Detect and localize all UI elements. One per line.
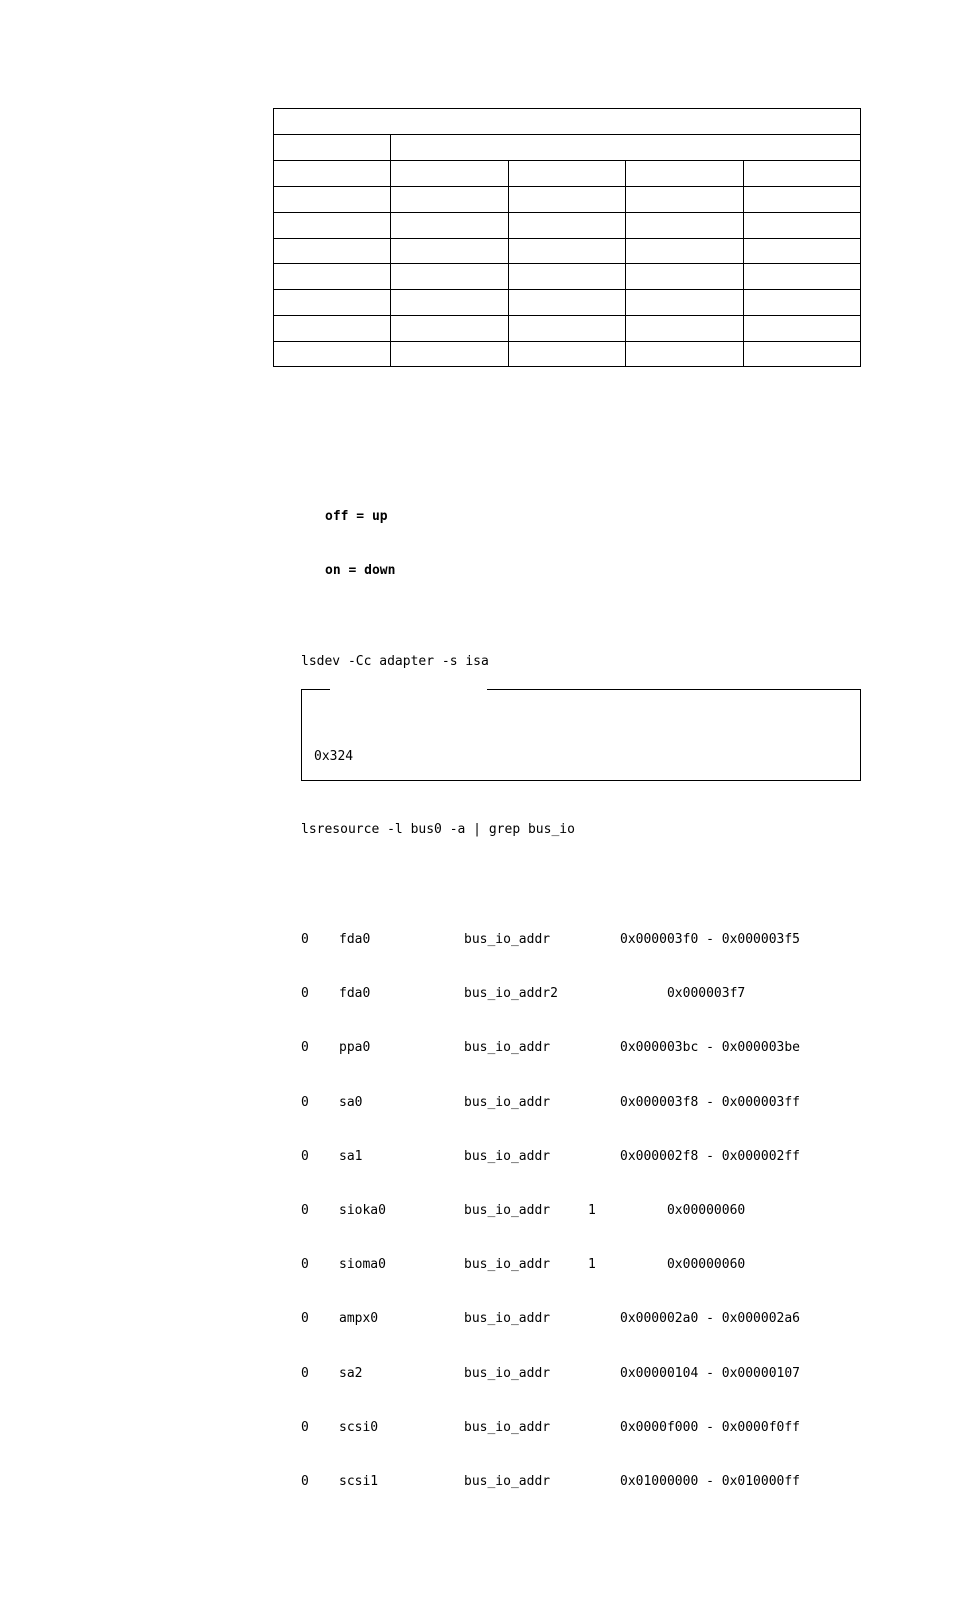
row-range: 0x00000104 - 0x00000107 bbox=[620, 1365, 801, 1381]
row-attribute: bus_io_addr bbox=[464, 932, 551, 947]
row-range: 0x000003f7 bbox=[620, 986, 746, 1002]
switch-legend-on: on = down bbox=[325, 563, 396, 578]
table-column-rule bbox=[743, 160, 744, 367]
row-device: sioka0 bbox=[339, 1202, 386, 1218]
row-range: 0x000002a0 - 0x000002a6 bbox=[620, 1311, 801, 1327]
row-range: 0x000002f8 - 0x000002ff bbox=[620, 1148, 801, 1164]
row-bus-number: 0 bbox=[301, 1419, 309, 1435]
row-bus-number: 0 bbox=[301, 932, 309, 947]
row-bus-number: 0 bbox=[301, 1040, 309, 1056]
row-attribute: bus_io_addr bbox=[464, 1365, 551, 1381]
row-bus-number: 0 bbox=[301, 986, 309, 1002]
row-attribute: bus_io_addr bbox=[464, 1419, 551, 1435]
row-bus-number: 0 bbox=[301, 1094, 309, 1110]
row-bus-number: 0 bbox=[301, 1257, 309, 1273]
listing-row bbox=[301, 1310, 841, 1328]
row-range: 0x000003f8 - 0x000003ff bbox=[620, 1094, 801, 1110]
table-column-rule bbox=[625, 160, 626, 367]
bus-io-listing bbox=[301, 895, 841, 1509]
output-box bbox=[301, 689, 861, 781]
switch-legend bbox=[325, 472, 395, 598]
listing-row bbox=[301, 1148, 841, 1166]
lsresource-command: lsresource -l bus0 -a | grep bus_io bbox=[301, 822, 575, 837]
table-rule bbox=[274, 238, 860, 239]
listing-row bbox=[301, 1473, 841, 1491]
row-bus-number: 0 bbox=[301, 1202, 309, 1218]
row-device: sa1 bbox=[339, 1148, 363, 1164]
table-rule bbox=[274, 134, 860, 135]
table-column-rule bbox=[390, 134, 391, 367]
listing-row bbox=[301, 931, 841, 949]
row-device: fda0 bbox=[339, 986, 371, 1002]
row-range: 0x00000060 bbox=[620, 1202, 746, 1218]
table-rule bbox=[274, 315, 860, 316]
lsdev-command: lsdev -Cc adapter -s isa bbox=[301, 654, 489, 669]
listing-row bbox=[301, 1094, 841, 1112]
listing-row bbox=[301, 1256, 841, 1274]
table-rule bbox=[274, 263, 860, 264]
row-attribute: bus_io_addr bbox=[464, 1257, 551, 1273]
empty-table-grid bbox=[273, 108, 861, 367]
listing-row bbox=[301, 985, 841, 1003]
row-range: 0x0000f000 - 0x0000f0ff bbox=[620, 1419, 801, 1435]
row-flag: 1 bbox=[588, 1257, 596, 1273]
listing-row bbox=[301, 1365, 841, 1383]
listing-row bbox=[301, 1202, 841, 1220]
output-box-value: 0x324 bbox=[314, 749, 354, 764]
listing-row bbox=[301, 1039, 841, 1057]
listing-row bbox=[301, 1419, 841, 1437]
row-attribute: bus_io_addr2 bbox=[464, 986, 558, 1002]
row-device: fda0 bbox=[339, 932, 371, 947]
table-rule bbox=[274, 160, 860, 161]
row-attribute: bus_io_addr bbox=[464, 1094, 551, 1110]
row-bus-number: 0 bbox=[301, 1473, 309, 1489]
row-attribute: bus_io_addr bbox=[464, 1148, 551, 1164]
row-device: sa2 bbox=[339, 1365, 363, 1381]
row-attribute: bus_io_addr bbox=[464, 1040, 551, 1056]
table-rule bbox=[274, 186, 860, 187]
row-flag: 1 bbox=[588, 1202, 596, 1218]
table-rule bbox=[274, 289, 860, 290]
row-attribute: bus_io_addr bbox=[464, 1202, 551, 1218]
row-attribute: bus_io_addr bbox=[464, 1311, 551, 1327]
row-device: scsi0 bbox=[339, 1419, 379, 1435]
row-attribute: bus_io_addr bbox=[464, 1473, 551, 1489]
row-range: 0x01000000 - 0x010000ff bbox=[620, 1473, 801, 1489]
row-bus-number: 0 bbox=[301, 1365, 309, 1381]
table-rule bbox=[274, 212, 860, 213]
row-bus-number: 0 bbox=[301, 1311, 309, 1327]
row-bus-number: 0 bbox=[301, 1148, 309, 1164]
row-device: sioma0 bbox=[339, 1257, 386, 1273]
row-device: sa0 bbox=[339, 1094, 363, 1110]
row-device: ppa0 bbox=[339, 1040, 371, 1056]
row-range: 0x000003bc - 0x000003be bbox=[620, 1040, 801, 1056]
switch-legend-off: off = up bbox=[325, 509, 388, 524]
row-device: ampx0 bbox=[339, 1311, 379, 1327]
table-column-rule bbox=[508, 160, 509, 367]
row-device: scsi1 bbox=[339, 1473, 379, 1489]
row-range: 0x000003f0 - 0x000003f5 bbox=[620, 932, 801, 947]
table-rule bbox=[274, 341, 860, 342]
output-box-title-gap bbox=[330, 688, 487, 692]
row-range: 0x00000060 bbox=[620, 1257, 746, 1273]
